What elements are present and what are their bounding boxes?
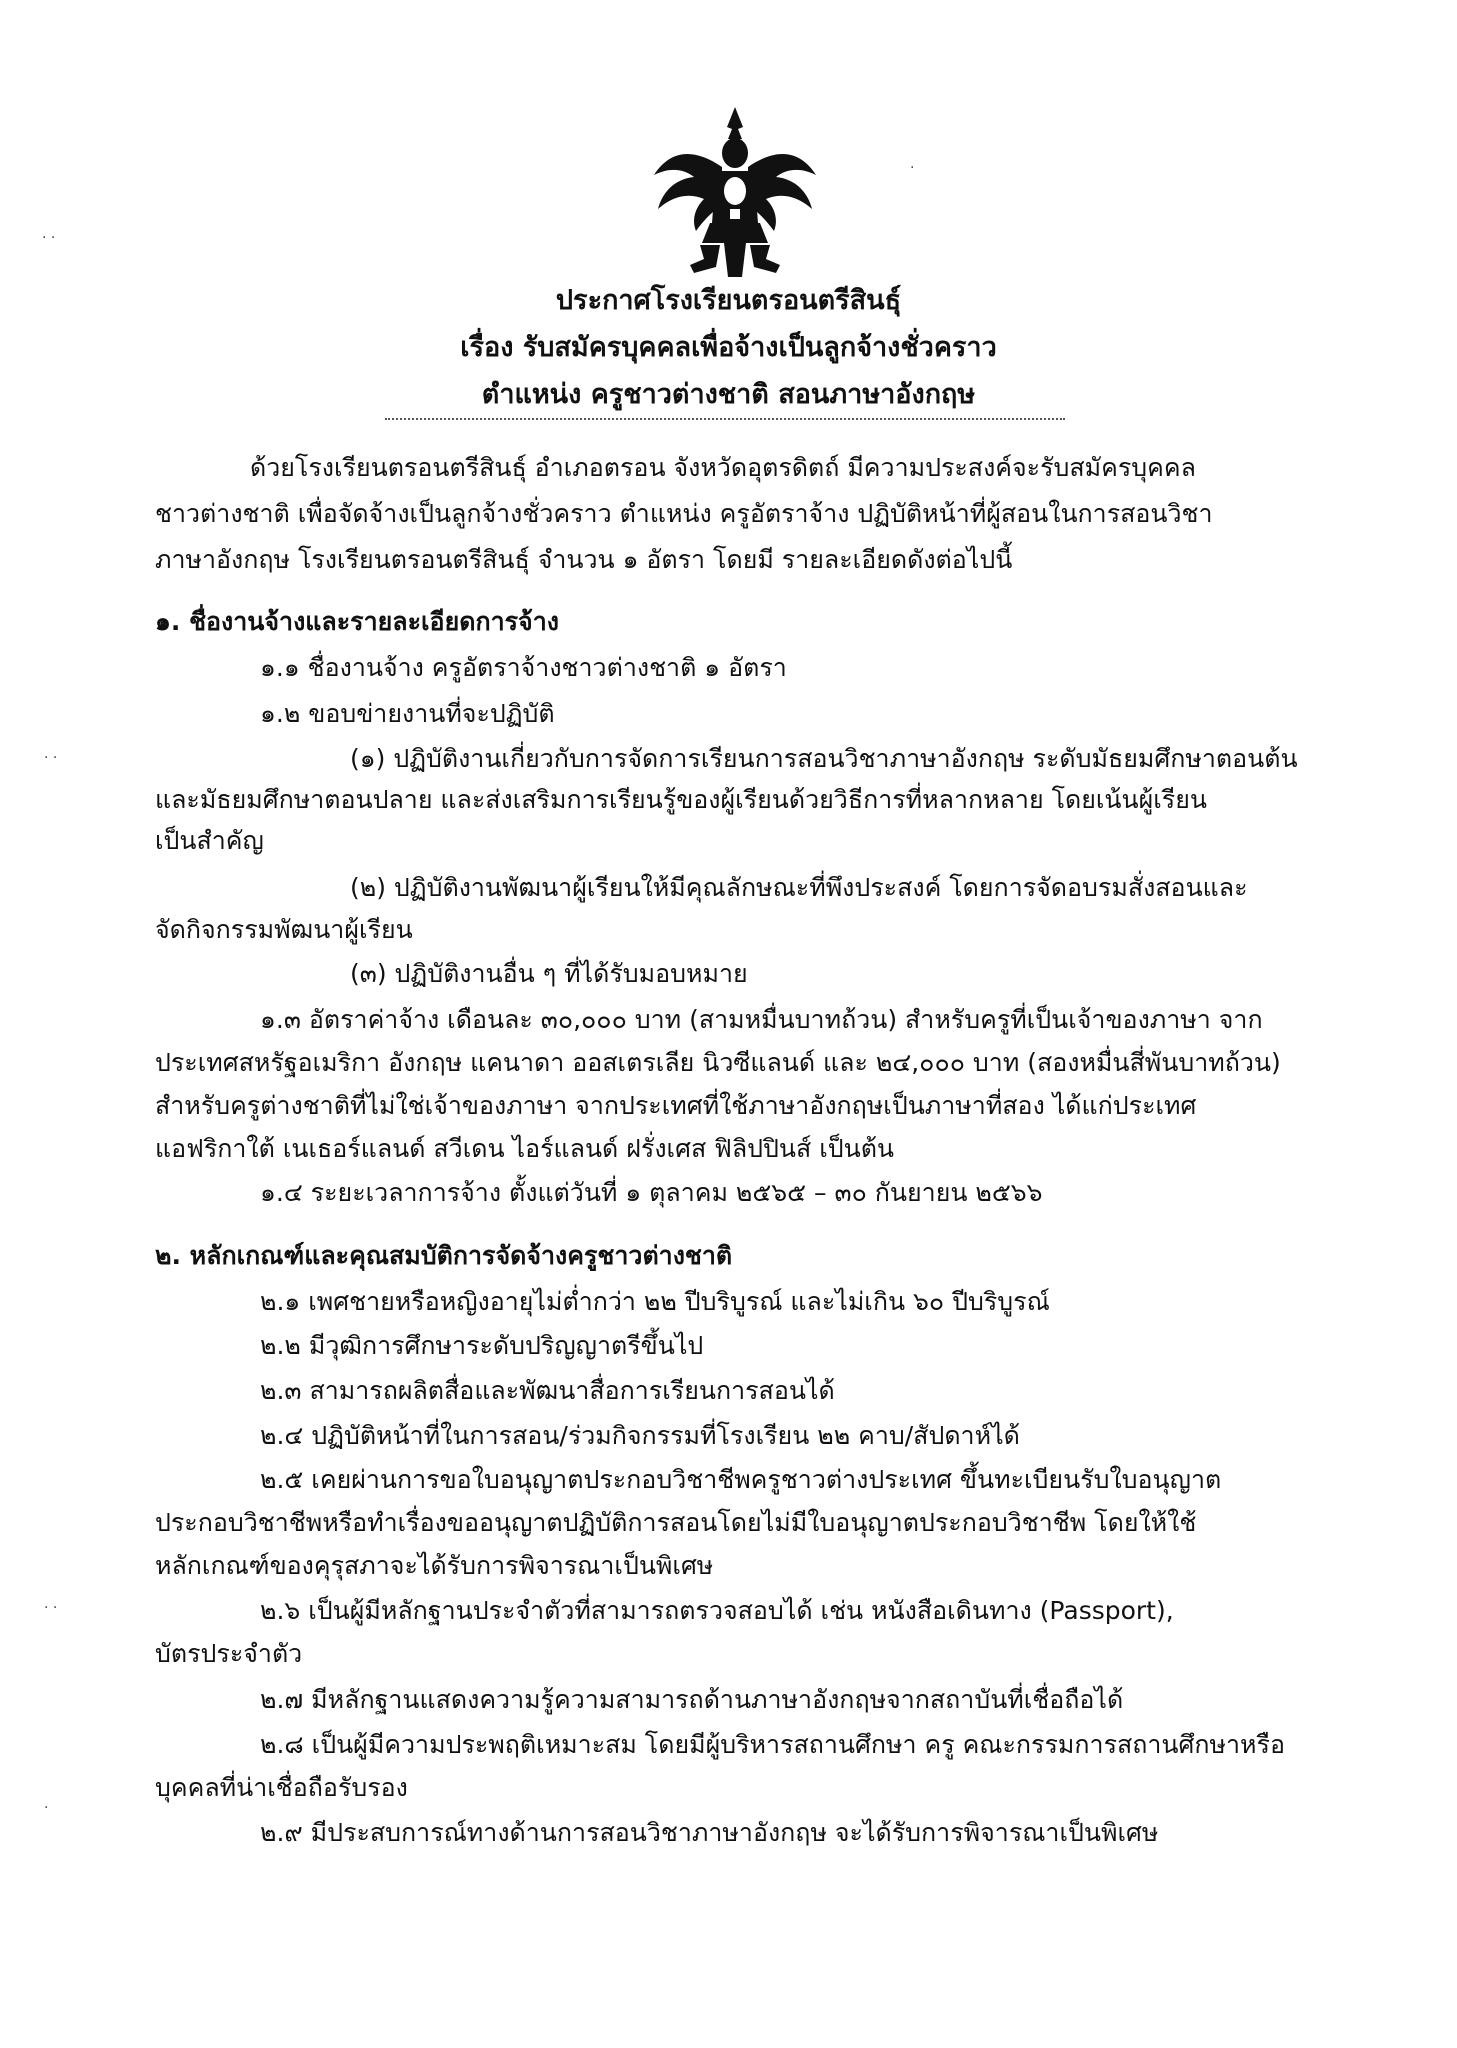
section1-line: จัดกิจกรรมพัฒนาผู้เรียน xyxy=(155,915,413,944)
section1-line: เป็นสำคัญ xyxy=(155,826,264,855)
section2-line: บัตรประจำตัว xyxy=(155,1639,303,1668)
section1-line: สำหรับครูต่างชาติที่ไม่ใช่เจ้าของภาษา จากประเทศที่ใช้ภาษาอังกฤษเป็นภาษาที่สอง ได้แก่ประเทศ xyxy=(155,1091,1197,1120)
announcement-title: ประกาศโรงเรียนตรอนตรีสินธุ์ xyxy=(555,285,902,316)
section1-line: ๑.๑ ชื่องานจ้าง ครูอัตราจ้างชาวต่างชาติ ๑ อัตรา xyxy=(260,653,787,682)
section1-line: และมัธยมศึกษาตอนปลาย และส่งเสริมการเรียนรู้ของผู้เรียนด้วยวิธีการที่หลากหลาย โดยเน้นผู้เรียน xyxy=(155,785,1207,814)
section2-line: ๒.๘ เป็นผู้มีความประพฤติเหมาะสม โดยมีผู้บริหารสถานศึกษา ครู คณะกรรมการสถานศึกษาหรือ xyxy=(260,1730,1285,1759)
section1-line: ๑.๒ ขอบข่ายงานที่จะปฏิบัติ xyxy=(260,699,555,728)
section1-line: (๑) ปฏิบัติงานเกี่ยวกับการจัดการเรียนการสอนวิชาภาษาอังกฤษ ระดับมัธยมศึกษาตอนต้น xyxy=(350,744,1298,773)
section1-line: ประเทศสหรัฐอเมริกา อังกฤษ แคนาดา ออสเตรเลีย นิวซีแลนด์ และ ๒๔,๐๐๐ บาท (สองหมื่นสี่พันบาทถ้วน) xyxy=(155,1048,1281,1077)
section2-line: ๒.๕ เคยผ่านการขอใบอนุญาตประกอบวิชาชีพครูชาวต่างประเทศ ขึ้นทะเบียนรับใบอนุญาต xyxy=(260,1465,1222,1494)
intro-line: ภาษาอังกฤษ โรงเรียนตรอนตรีสินธุ์ จำนวน ๑ อัตรา โดยมี รายละเอียดดังต่อไปนี้ xyxy=(155,545,1013,574)
scan-speck: · · xyxy=(42,230,56,246)
section1-line: ๑.๓ อัตราค่าจ้าง เดือนละ ๓๐,๐๐๐ บาท (สามหมื่นบาทถ้วน) สำหรับครูที่เป็นเจ้าของภาษา จาก xyxy=(260,1005,1263,1034)
announcement-position: ตำแหน่ง ครูชาวต่างชาติ สอนภาษาอังกฤษ xyxy=(481,379,976,410)
garuda-emblem-icon xyxy=(650,105,820,280)
section2-line: ๒.๑ เพศชายหรือหญิงอายุไม่ต่ำกว่า ๒๒ ปีบริบูรณ์ และไม่เกิน ๖๐ ปีบริบูรณ์ xyxy=(260,1287,1050,1316)
section2-line: ๒.๖ เป็นผู้มีหลักฐานประจำตัวที่สามารถตรวจสอบได้ เช่น หนังสือเดินทาง (Passport), xyxy=(260,1596,1174,1625)
intro-line: ชาวต่างชาติ เพื่อจัดจ้างเป็นลูกจ้างชั่วคราว ตำแหน่ง ครูอัตราจ้าง ปฏิบัติหน้าที่ผู้สอนในการสอนวิชา xyxy=(155,499,1213,528)
dotted-divider xyxy=(385,418,1065,420)
section1-line: แอฟริกาใต้ เนเธอร์แลนด์ สวีเดน ไอร์แลนด์ ฝรั่งเศส ฟิลิปปินส์ เป็นต้น xyxy=(155,1134,895,1163)
section2-line: บุคคลที่น่าเชื่อถือรับรอง xyxy=(155,1773,408,1802)
section1-heading: ๑. ชื่องานจ้างและรายละเอียดการจ้าง xyxy=(155,607,559,636)
section2-line: ๒.๗ มีหลักฐานแสดงความรู้ความสามารถด้านภาษาอังกฤษจากสถาบันที่เชื่อถือได้ xyxy=(260,1685,1124,1714)
scan-speck: · · xyxy=(44,1600,58,1616)
intro-line: ด้วยโรงเรียนตรอนตรีสินธุ์ อำเภอตรอน จังหวัดอุตรดิตถ์ มีความประสงค์จะรับสมัครบุคคล xyxy=(250,453,1196,482)
section2-line: ๒.๓ สามารถผลิตสื่อและพัฒนาสื่อการเรียนการสอนได้ xyxy=(260,1376,835,1405)
section2-line: ประกอบวิชาชีพหรือทำเรื่องขออนุญาตปฏิบัติการสอนโดยไม่มีใบอนุญาตประกอบวิชาชีพ โดยให้ใช้ xyxy=(155,1508,1197,1537)
section1-line: (๒) ปฏิบัติงานพัฒนาผู้เรียนให้มีคุณลักษณะที่พึงประสงค์ โดยการจัดอบรมสั่งสอนและ xyxy=(350,873,1248,902)
scan-speck: · xyxy=(44,1800,49,1816)
section1-line: ๑.๔ ระยะเวลาการจ้าง ตั้งแต่วันที่ ๑ ตุลาคม ๒๕๖๕ – ๓๐ กันยายน ๒๕๖๖ xyxy=(260,1178,1043,1207)
scan-speck: · · xyxy=(44,750,58,766)
section2-line: ๒.๒ มีวุฒิการศึกษาระดับปริญญาตรีขึ้นไป xyxy=(260,1331,704,1360)
announcement-subject: เรื่อง รับสมัครบุคคลเพื่อจ้างเป็นลูกจ้างชั่วคราว xyxy=(460,332,997,363)
section1-line: (๓) ปฏิบัติงานอื่น ๆ ที่ได้รับมอบหมาย xyxy=(350,959,748,988)
section2-line: ๒.๙ มีประสบการณ์ทางด้านการสอนวิชาภาษาอังกฤษ จะได้รับการพิจารณาเป็นพิเศษ xyxy=(260,1818,1159,1847)
section2-line: ๒.๔ ปฏิบัติหน้าที่ในการสอน/ร่วมกิจกรรมที่โรงเรียน ๒๒ คาบ/สัปดาห์ได้ xyxy=(260,1421,1020,1450)
section2-line: หลักเกณฑ์ของคุรุสภาจะได้รับการพิจารณาเป็นพิเศษ xyxy=(155,1551,714,1580)
section2-heading: ๒. หลักเกณฑ์และคุณสมบัติการจัดจ้างครูชาวต่างชาติ xyxy=(155,1241,733,1270)
scan-speck: · xyxy=(910,160,915,176)
